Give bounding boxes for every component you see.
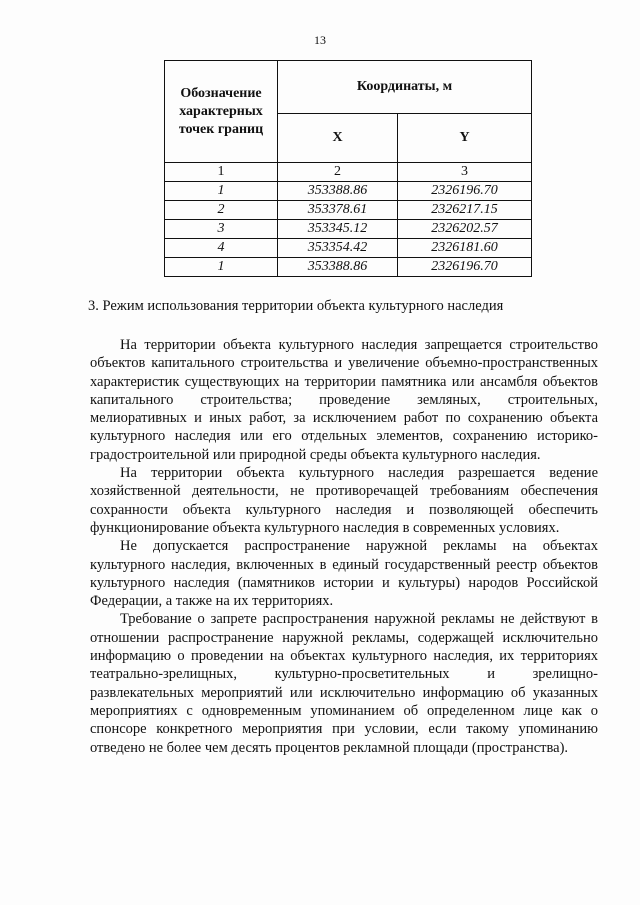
paragraph: На территории объекта культурного наследия запрещается строительство объектов капитального строительства и увеличение объемно-пространственных характеристик существующих на территории памятника или ансамбля объектов капитального строительства; проведение земляных, строительных, мелиоративных и иных работ, за исключением работ по сохранению объекта культурного наследия или его отдельных элементов, сохранению историко-градостроительной или природной среды объекта культурного наследия. (90, 337, 598, 463)
paragraph: Требование о запрете распространения наружной рекламы не действуют в отношении распространение наружной рекламы, содержащей исключительно информацию о проведении на объектах культурного наследия, их территориях театрально-зрелищных, культурно-просветительных и зрелищно-развлекательных мероприятий или исключительно информацию об указанных мероприятиях с одновременным упоминанием об определенном лице как о спонсоре конкретного мероприятия при условии, если такому упоминанию отведено не более чем десять процентов рекламной площади (пространства). (90, 611, 598, 756)
x-cell: 353345.12 (278, 220, 398, 239)
header-coordinates: Координаты, м (278, 61, 532, 114)
point-cell: 1 (165, 182, 278, 201)
point-cell: 1 (165, 258, 278, 277)
column-number: 2 (278, 163, 398, 182)
y-cell: 2326181.60 (398, 239, 532, 258)
page-number: 13 (314, 33, 326, 47)
x-cell: 353388.86 (278, 258, 398, 277)
column-number: 1 (165, 163, 278, 182)
header-y: Y (398, 114, 532, 163)
y-cell: 2326202.57 (398, 220, 532, 239)
table-row (165, 239, 532, 258)
column-number: 3 (398, 163, 532, 182)
section-title: 3. Режим использования территории объекта культурного наследия (88, 298, 504, 314)
point-cell: 4 (165, 239, 278, 258)
header-x: X (278, 114, 398, 163)
point-cell: 2 (165, 201, 278, 220)
point-cell: 3 (165, 220, 278, 239)
table-row (165, 258, 532, 277)
x-cell: 353388.86 (278, 182, 398, 201)
y-cell: 2326196.70 (398, 258, 532, 277)
header-point-label: Обозначение характерных точек границ (165, 61, 278, 163)
y-cell: 2326196.70 (398, 182, 532, 201)
x-cell: 353378.61 (278, 201, 398, 220)
paragraph: На территории объекта культурного наследия разрешается ведение хозяйственной деятельности, не противоречащей требованиям обеспечения сохранности объекта культурного наследия и позволяющей обеспечить функционирование объекта культурного наследия в современных условиях. (90, 465, 598, 536)
x-cell: 353354.42 (278, 239, 398, 258)
y-cell: 2326217.15 (398, 201, 532, 220)
column-number-row (165, 163, 532, 182)
table-row (165, 220, 532, 239)
body-text (90, 336, 598, 757)
paragraph: Не допускается распространение наружной рекламы на объектах культурного наследия, включенных в единый государственный реестр объектов культурного наследия (памятников истории и культуры) народов Российской Федерации, а также на их территориях. (90, 538, 598, 610)
coordinates-table (164, 60, 532, 277)
table-row (165, 182, 532, 201)
table-row (165, 201, 532, 220)
